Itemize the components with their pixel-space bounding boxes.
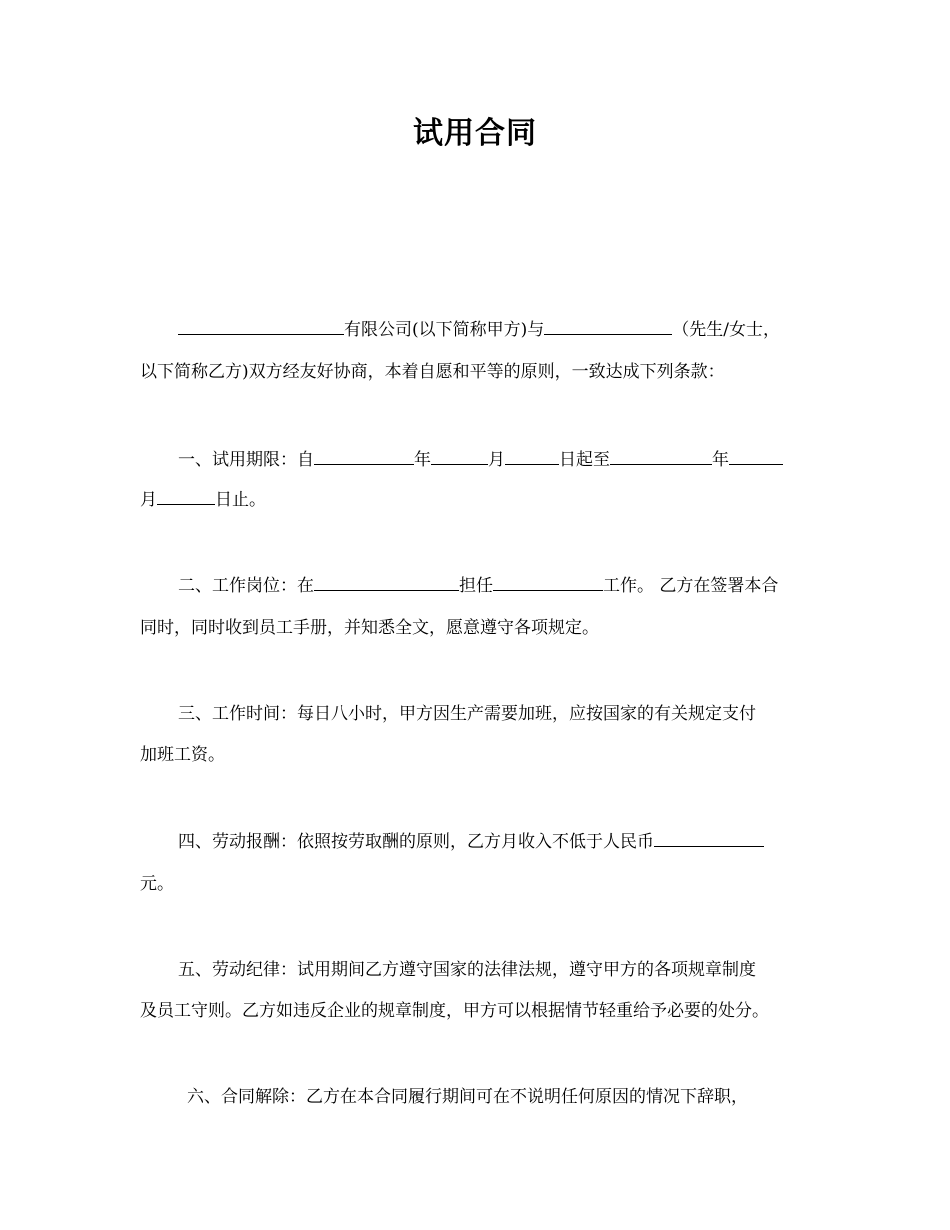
department-blank[interactable] — [314, 572, 459, 591]
position-blank[interactable] — [493, 572, 603, 591]
clause-5-line-1: 五、劳动纪律：试用期间乙方遵守国家的法律法规，遵守甲方的各项规章制度 — [178, 960, 756, 980]
intro-text-2: （先生/女士， — [672, 320, 780, 340]
clause-2-text-3: 工作。 乙方在签署本合 — [603, 576, 779, 596]
employee-name-blank[interactable] — [544, 316, 672, 335]
clause-1-line-2 — [140, 486, 266, 514]
clause-2-line-2: 同时，同时收到员工手册，并知悉全文，愿意遵守各项规定。 — [140, 618, 599, 638]
clause-1-line-1 — [178, 446, 783, 474]
salary-blank[interactable] — [654, 828, 764, 847]
day-to-text: 日止。 — [215, 490, 266, 510]
start-month-blank[interactable] — [431, 446, 488, 465]
company-name-blank[interactable] — [178, 316, 344, 335]
clause-1-label: 一、试用期限：自 — [178, 450, 314, 470]
start-day-blank[interactable] — [505, 446, 559, 465]
clause-2-line-1 — [178, 572, 778, 600]
document-title: 试用合同 — [413, 116, 537, 151]
clause-2-label: 二、工作岗位：在 — [178, 576, 314, 596]
end-month-blank-1[interactable] — [729, 446, 783, 465]
clause-3-line-2: 加班工资。 — [140, 745, 225, 765]
intro-line-2: 以下简称乙方)双方经友好协商，本着自愿和平等的原则，一致达成下列条款： — [140, 362, 725, 382]
intro-text-1: 有限公司(以下简称甲方)与 — [344, 320, 545, 340]
month-text: 月 — [488, 450, 505, 470]
intro-line-1 — [178, 316, 780, 344]
month2-text: 月 — [140, 490, 157, 510]
year2-text: 年 — [712, 450, 729, 470]
clause-4-text: 四、劳动报酬：依照按劳取酬的原则，乙方月收入不低于人民币 — [178, 832, 654, 852]
clause-3-line-1: 三、工作时间：每日八小时，甲方因生产需要加班，应按国家的有关规定支付 — [178, 704, 756, 724]
clause-4-line-1 — [178, 828, 764, 856]
clause-4-line-2: 元。 — [140, 874, 174, 894]
day-from-text: 日起至 — [559, 450, 610, 470]
end-year-blank[interactable] — [610, 446, 712, 465]
year-text: 年 — [414, 450, 431, 470]
clause-6-line-1: 六、合同解除：乙方在本合同履行期间可在不说明任何原因的情况下辞职， — [187, 1087, 748, 1107]
clause-5-line-2: 及员工守则。乙方如违反企业的规章制度，甲方可以根据情节轻重给予必要的处分。 — [140, 1001, 769, 1021]
clause-2-text-2: 担任 — [459, 576, 493, 596]
end-day-blank[interactable] — [157, 486, 215, 505]
start-year-blank[interactable] — [314, 446, 414, 465]
